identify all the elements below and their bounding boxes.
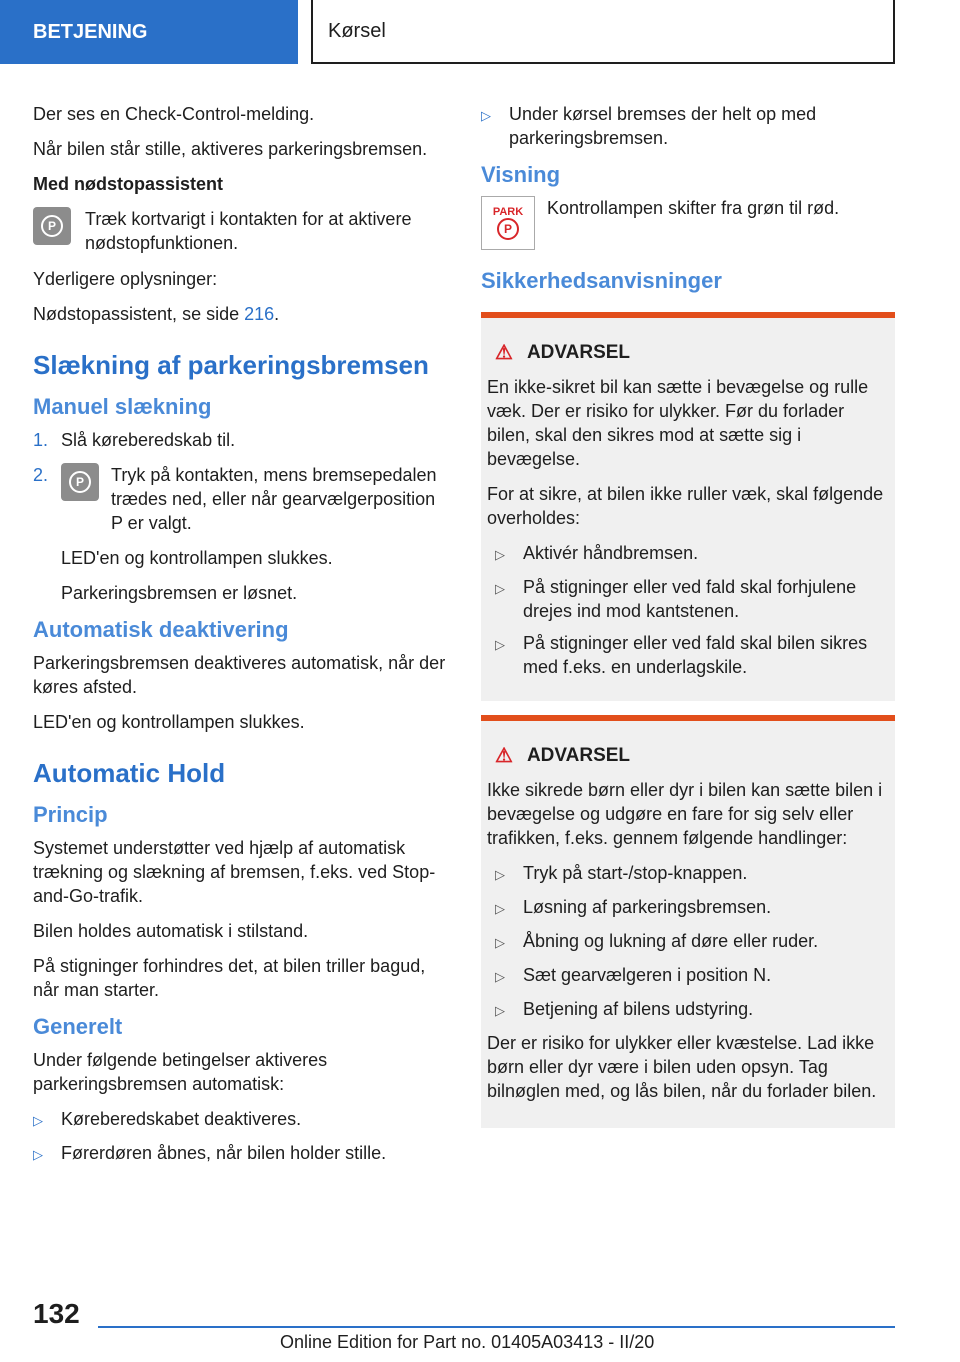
list-item [487, 631, 889, 679]
left-column [33, 102, 447, 1175]
list-text: Åbning og lukning af døre eller ruder. [523, 931, 819, 951]
paragraph: Der er risiko for ulykker eller kvæstelse. Lad ikke børn eller dyr være i bilen uden opsyn. Tag bilnøglen med, og lås bilen, når du forlader bilen. [487, 1033, 877, 1101]
warning-title-text: ADVARSEL [526, 744, 631, 766]
heading-manual: Manuel slækning [33, 394, 212, 419]
page-link[interactable]: 216 [244, 304, 275, 324]
list-item [33, 1141, 447, 1167]
list-item [487, 541, 889, 567]
paragraph: Under følgende betingelser aktiveres parkeringsbremsen automatisk: [33, 1050, 328, 1094]
warning-title [495, 340, 889, 365]
subheading: Med nødstopassistent [33, 174, 224, 194]
parking-brake-letter: P [69, 471, 91, 493]
page-number: 132 [33, 1298, 80, 1329]
paragraph: En ikke-sikret bil kan sætte i bevægelse og rulle væk. Der er risiko for ulykker. Før du forlader bilen, skal den sikres mod at sætte sig i bevægelse. [487, 377, 869, 469]
step-number: 1. [33, 430, 49, 450]
triangle-right-icon: ▷ [33, 1147, 43, 1162]
heading-auto-deactivation: Automatisk deaktivering [33, 617, 289, 642]
parking-brake-icon [33, 207, 71, 245]
list-item [481, 102, 895, 150]
triangle-right-icon: ▷ [495, 1003, 505, 1018]
list-text: Betjening af bilens udstyring. [523, 999, 754, 1019]
step-text: Tryk på kontakten, mens bremsepedalen trædes ned, eller når gearvælgerposition P er valgt. [111, 465, 437, 533]
list-text: Sæt gearvælgeren i position N. [523, 965, 772, 985]
list-text: På stigninger eller ved fald skal forhjulene drejes ind mod kantstenen. [523, 577, 857, 621]
heading-principle: Princip [33, 802, 108, 827]
paragraph: Når bilen står stille, aktiveres parkeringsbremsen. [33, 139, 428, 159]
list-text: Førerdøren åbnes, når bilen holder stille. [61, 1143, 387, 1163]
warning-box [481, 715, 895, 1128]
reference [33, 302, 447, 326]
park-label: PARK [492, 206, 524, 218]
paragraph: Ikke sikrede børn eller dyr i bilen kan sætte bilen i bevægelse og udgøre en fare for sig selv eller trafikken, f.eks. gennem følgende handlinger: [487, 780, 883, 848]
triangle-right-icon: ▷ [495, 547, 505, 562]
triangle-right-icon: ▷ [495, 935, 505, 950]
reference-period: . [274, 304, 280, 324]
paragraph: Kontrollampen skifter fra grøn til rød. [547, 198, 840, 218]
paragraph: På stigninger forhindres det, at bilen triller bagud, når man starter. [33, 956, 426, 1000]
heading-general: Generelt [33, 1014, 123, 1039]
list-item [33, 1107, 447, 1133]
right-column [481, 102, 895, 1142]
step-number: 2. [33, 465, 49, 485]
chapter-tab [0, 0, 298, 64]
list-item [487, 929, 889, 955]
parking-brake-icon [61, 463, 99, 501]
list-text: Løsning af parkeringsbremsen. [523, 897, 772, 917]
display-row [481, 196, 895, 250]
list-text: På stigninger eller ved fald skal bilen sikres med f.eks. en underlagskile. [523, 633, 868, 677]
triangle-right-icon: ▷ [495, 637, 505, 652]
triangle-right-icon: ▷ [495, 867, 505, 882]
list-item [487, 963, 889, 989]
list-text: Køreberedskabet deaktiveres. [61, 1109, 302, 1129]
park-indicator-icon [481, 196, 535, 250]
paragraph: Bilen holdes automatisk i stilstand. [33, 921, 309, 941]
paragraph: For at sikre, at bilen ikke ruller væk, skal følgende overholdes: [487, 484, 884, 528]
assist-row [33, 207, 447, 255]
heading-release: Slækning af parkeringsbremsen [33, 350, 429, 380]
list-text: Under kørsel bremses der helt op med parkeringsbremsen. [509, 104, 817, 148]
warning-triangle-icon: ⚠ [495, 745, 513, 767]
step-item [33, 428, 447, 452]
step-text: Slå køreberedskab til. [61, 430, 236, 450]
heading-display: Visning [481, 162, 561, 187]
paragraph: LED'en og kontrollampen slukkes. [33, 712, 305, 732]
triangle-right-icon: ▷ [481, 108, 491, 123]
paragraph: Træk kortvarigt i kontakten for at aktivere nødstopfunktionen. [85, 209, 412, 253]
footer-divider [98, 1326, 895, 1328]
paragraph: LED'en og kontrollampen slukkes. [61, 548, 333, 568]
list-item [487, 895, 889, 921]
heading-safety: Sikkerhedsanvisninger [481, 268, 722, 293]
edition-text: Online Edition for Part no. 01405A03413 - II/20 [280, 1332, 655, 1352]
section-label: Kørsel [328, 19, 386, 42]
warning-title [495, 743, 889, 768]
heading-auto-hold: Automatic Hold [33, 758, 226, 788]
paragraph: Der ses en Check-Control-melding. [33, 104, 315, 124]
paragraph: Systemet understøtter ved hjælp af automatisk trækning og slækning af bremsen, f.eks. ved Stop-and-Go-trafik. [33, 838, 436, 906]
warning-title-text: ADVARSEL [526, 341, 631, 363]
triangle-right-icon: ▷ [33, 1113, 43, 1128]
paragraph: Parkeringsbremsen er løsnet. [61, 583, 298, 603]
triangle-right-icon: ▷ [495, 969, 505, 984]
reference-text: Nødstopassistent, se side [33, 304, 245, 324]
list-text: Aktivér håndbremsen. [523, 543, 699, 563]
paragraph: Yderligere oplysninger: [33, 269, 218, 289]
list-item [487, 997, 889, 1023]
warning-triangle-icon: ⚠ [495, 342, 513, 364]
chapter-label: BETJENING [33, 20, 148, 43]
triangle-right-icon: ▷ [495, 901, 505, 916]
paragraph: Parkeringsbremsen deaktiveres automatisk, når der køres afsted. [33, 653, 446, 697]
section-header [311, 0, 895, 64]
list-item [487, 861, 889, 887]
step-item [33, 463, 447, 535]
park-letter: P [497, 218, 519, 240]
list-text: Tryk på start-/stop-knappen. [523, 863, 748, 883]
parking-brake-letter: P [41, 215, 63, 237]
triangle-right-icon: ▷ [495, 581, 505, 596]
warning-box [481, 312, 895, 701]
list-item [487, 575, 889, 623]
